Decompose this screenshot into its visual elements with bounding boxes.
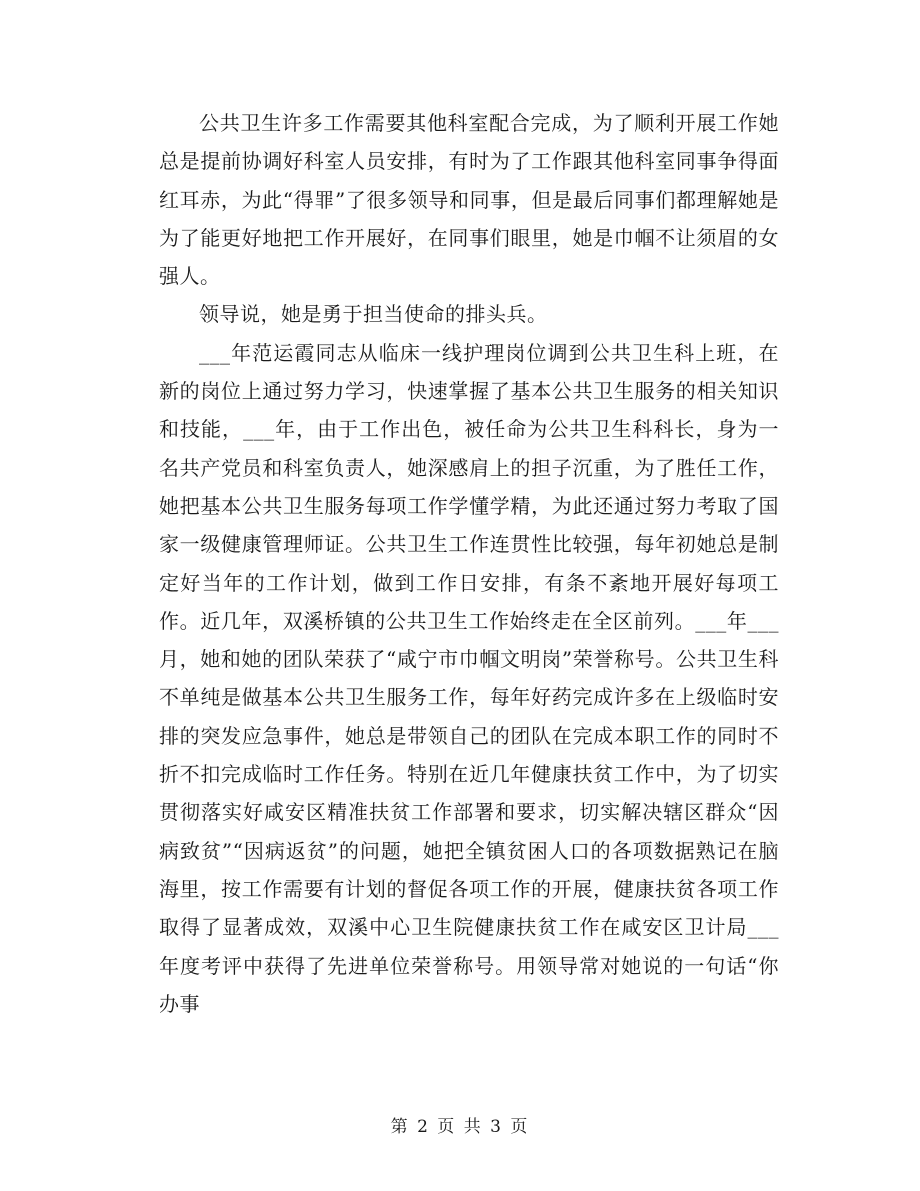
- paragraph-3: ___年范运霞同志从临床一线护理岗位调到公共卫生科上班，在新的岗位上通过努力学习，快速掌握了基本公共卫生服务的相关知识和技能，___年，由于工作出色，被任命为公共卫生科科长，身为一名共产党员和科室负责人，她深感肩上的担子沉重，为了胜任工作，她把基本公共卫生服务每项工作学懂学精，为此还通过努力考取了国家一级健康管理师证。公共卫生工作连贯性比较强，每年初她总是制定好当年的工作计划，做到工作日安排，有条不紊地开展好每项工作。近几年，双溪桥镇的公共卫生工作始终走在全区前列。___年___月，她和她的团队荣获了“咸宁市巾帼文明岗”荣誉称号。公共卫生科不单纯是做基本公共卫生服务工作，每年好药完成许多在上级临时安排的突发应急事件，她总是带领自己的团队在完成本职工作的同时不折不扣完成临时工作任务。特别在近几年健康扶贫工作中，为了切实贯彻落实好咸安区精准扶贫工作部署和要求，切实解决辖区群众“因病致贫”“因病返贫”的问题，她把全镇贫困人口的各项数据熟记在脑海里，按工作需要有计划的督促各项工作的开展，健康扶贫各项工作取得了显著成效，双溪中心卫生院健康扶贫工作在咸安区卫计局___年度考评中获得了先进单位荣誉称号。用领导常对她说的一句话“你办事: [159, 340, 779, 1016]
- document-body: [159, 104, 779, 1023]
- paragraph-2: 领导说，她是勇于担当使命的排头兵。: [199, 302, 548, 327]
- paragraph-1: 公共卫生许多工作需要其他科室配合完成，为了顺利开展工作她总是提前协调好科室人员安排，有时为了工作跟其他科室同事争得面红耳赤，为此“得罪”了很多领导和同事，但是最后同事们都理解她是为了能更好地把工作开展好，在同事们眼里，她是巾帼不让须眉的女强人。: [159, 111, 779, 289]
- page-number-footer: 第 2 页 共 3 页: [390, 1117, 530, 1137]
